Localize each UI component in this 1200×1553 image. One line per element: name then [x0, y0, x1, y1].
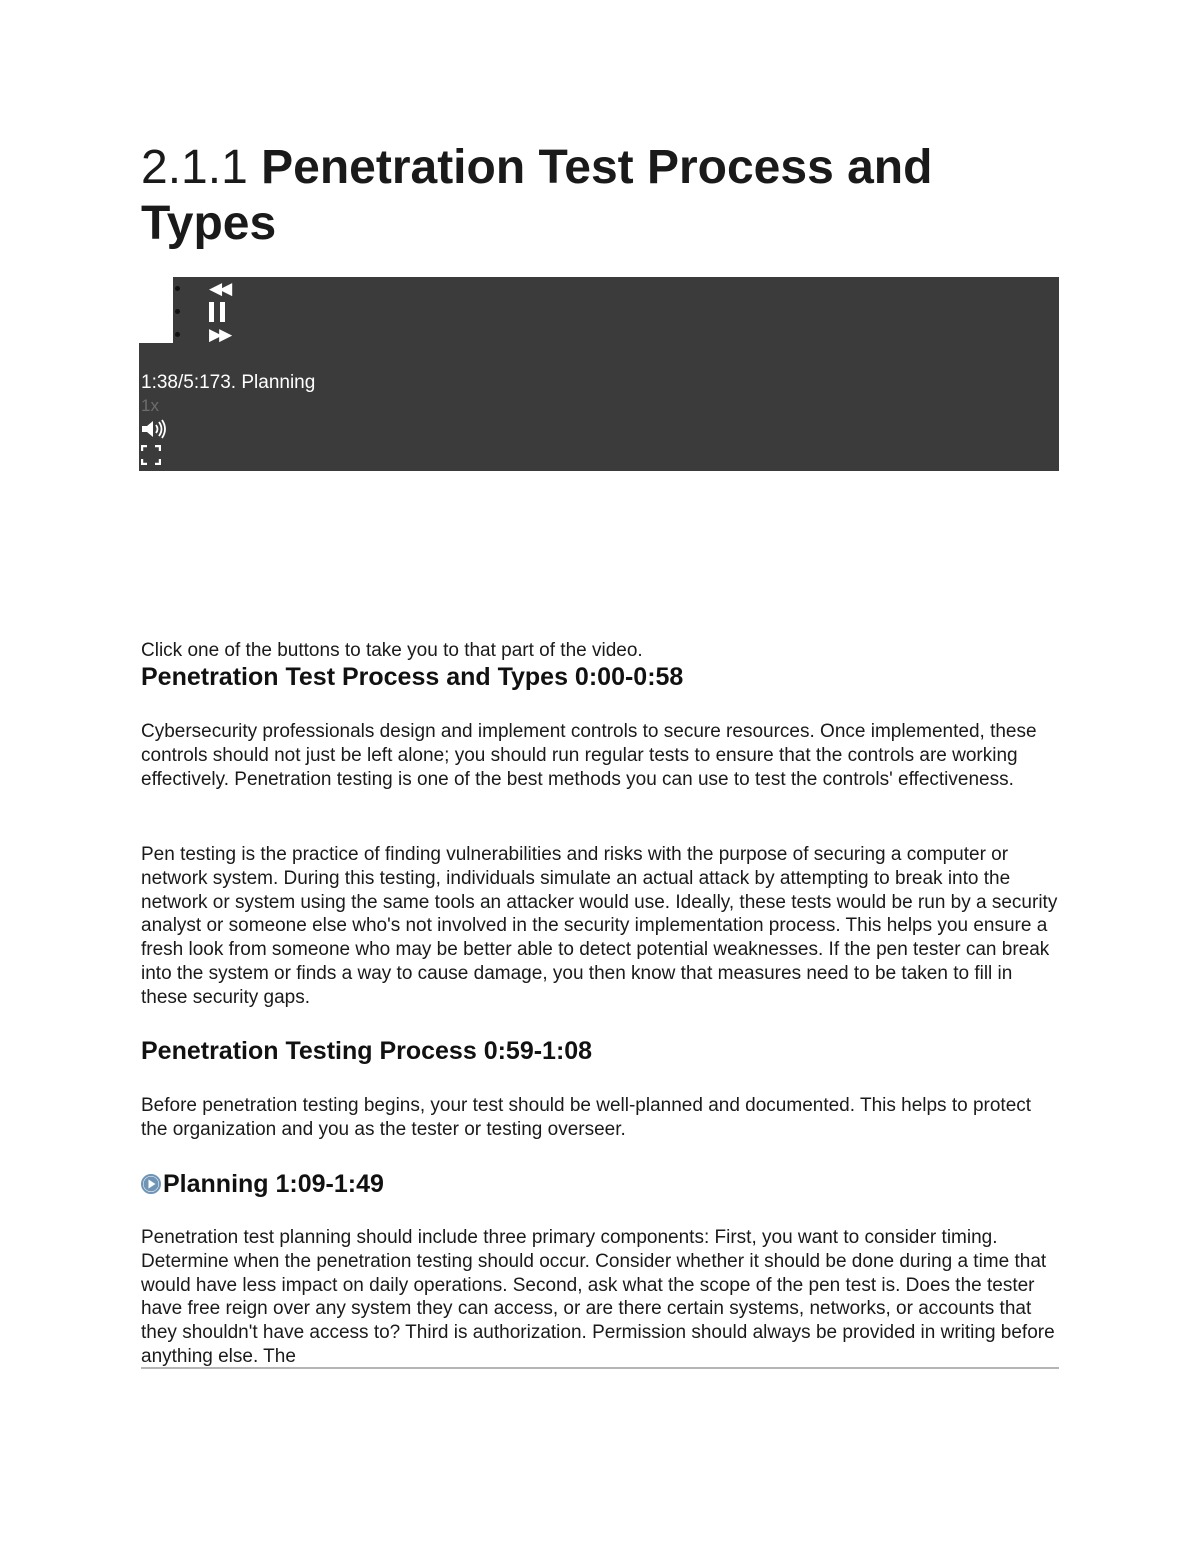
- rewind-icon[interactable]: ◀◀: [209, 279, 230, 298]
- player-notch: [139, 277, 173, 343]
- play-icon[interactable]: [141, 1174, 161, 1194]
- time-readout: 1:38/5:173. Planning: [141, 372, 316, 393]
- control-item-pause: [173, 300, 229, 323]
- fast-forward-icon[interactable]: ▶▶: [209, 325, 230, 344]
- section-paragraph: Pen testing is the practice of finding vulnerabilities and risks with the purpose of securing a computer or network system. During this testing, individuals simulate an actual attack by attempting to break into the network or system using the same tools an attacker would use. Ideally, these tests would be run by a security analyst or someone else who's not involved in the security implementation process. This helps you ensure a fresh look from someone who may be better able to detect potential weaknesses. If the pen tester can break into the system or finds a way to cause damage, you then know that measures need to be taken to fill in these security gaps.: [141, 844, 1058, 1008]
- control-item-rewind: [173, 277, 229, 300]
- section-paragraph: Before penetration testing begins, your test should be well-planned and documented. This helps to protect the organization and you as the tester or testing overseer.: [141, 1095, 1032, 1140]
- page-title: [141, 140, 1059, 252]
- pause-icon[interactable]: [209, 302, 225, 322]
- control-item-forward: [173, 323, 229, 346]
- section-paragraph: Penetration test planning should include three primary components: First, you want to consider timing. Determine when the penetration testing should occur. Consider whether it should be done during a time that would have less impact on daily operations. Second, ask what the scope of the pen test is. Does the tester have free reign over any system they can access, or are there certain systems, networks, or accounts that they shouldn't have access to? Third is authorization. Permission should always be provided in writing before anything else. The: [141, 1227, 1055, 1367]
- section-heading-text: Planning 1:09-1:49: [163, 1170, 384, 1198]
- title-number: 2.1.1: [141, 141, 248, 194]
- fullscreen-icon[interactable]: [141, 445, 161, 465]
- section-heading-with-icon: [141, 1169, 384, 1199]
- volume-icon[interactable]: [141, 418, 167, 440]
- page-divider: [141, 1367, 1059, 1369]
- title-main: Penetration Test Process and Types: [141, 141, 933, 250]
- section-heading: Penetration Test Process and Types 0:00-0:58: [141, 663, 684, 691]
- playback-speed-button[interactable]: 1x: [141, 396, 159, 415]
- section-heading: Penetration Testing Process 0:59-1:08: [141, 1037, 593, 1065]
- intro-text: Click one of the buttons to take you to that part of the video.: [141, 640, 643, 661]
- section-paragraph: Cybersecurity professionals design and implement controls to secure resources. Once implemented, these controls should not just be left alone; you should run regular tests to ensure that the controls are working effectively. Penetration testing is one of the best methods you can use to test the controls' effectiveness.: [141, 721, 1037, 790]
- video-player[interactable]: [139, 277, 1059, 471]
- player-controls: [173, 277, 229, 346]
